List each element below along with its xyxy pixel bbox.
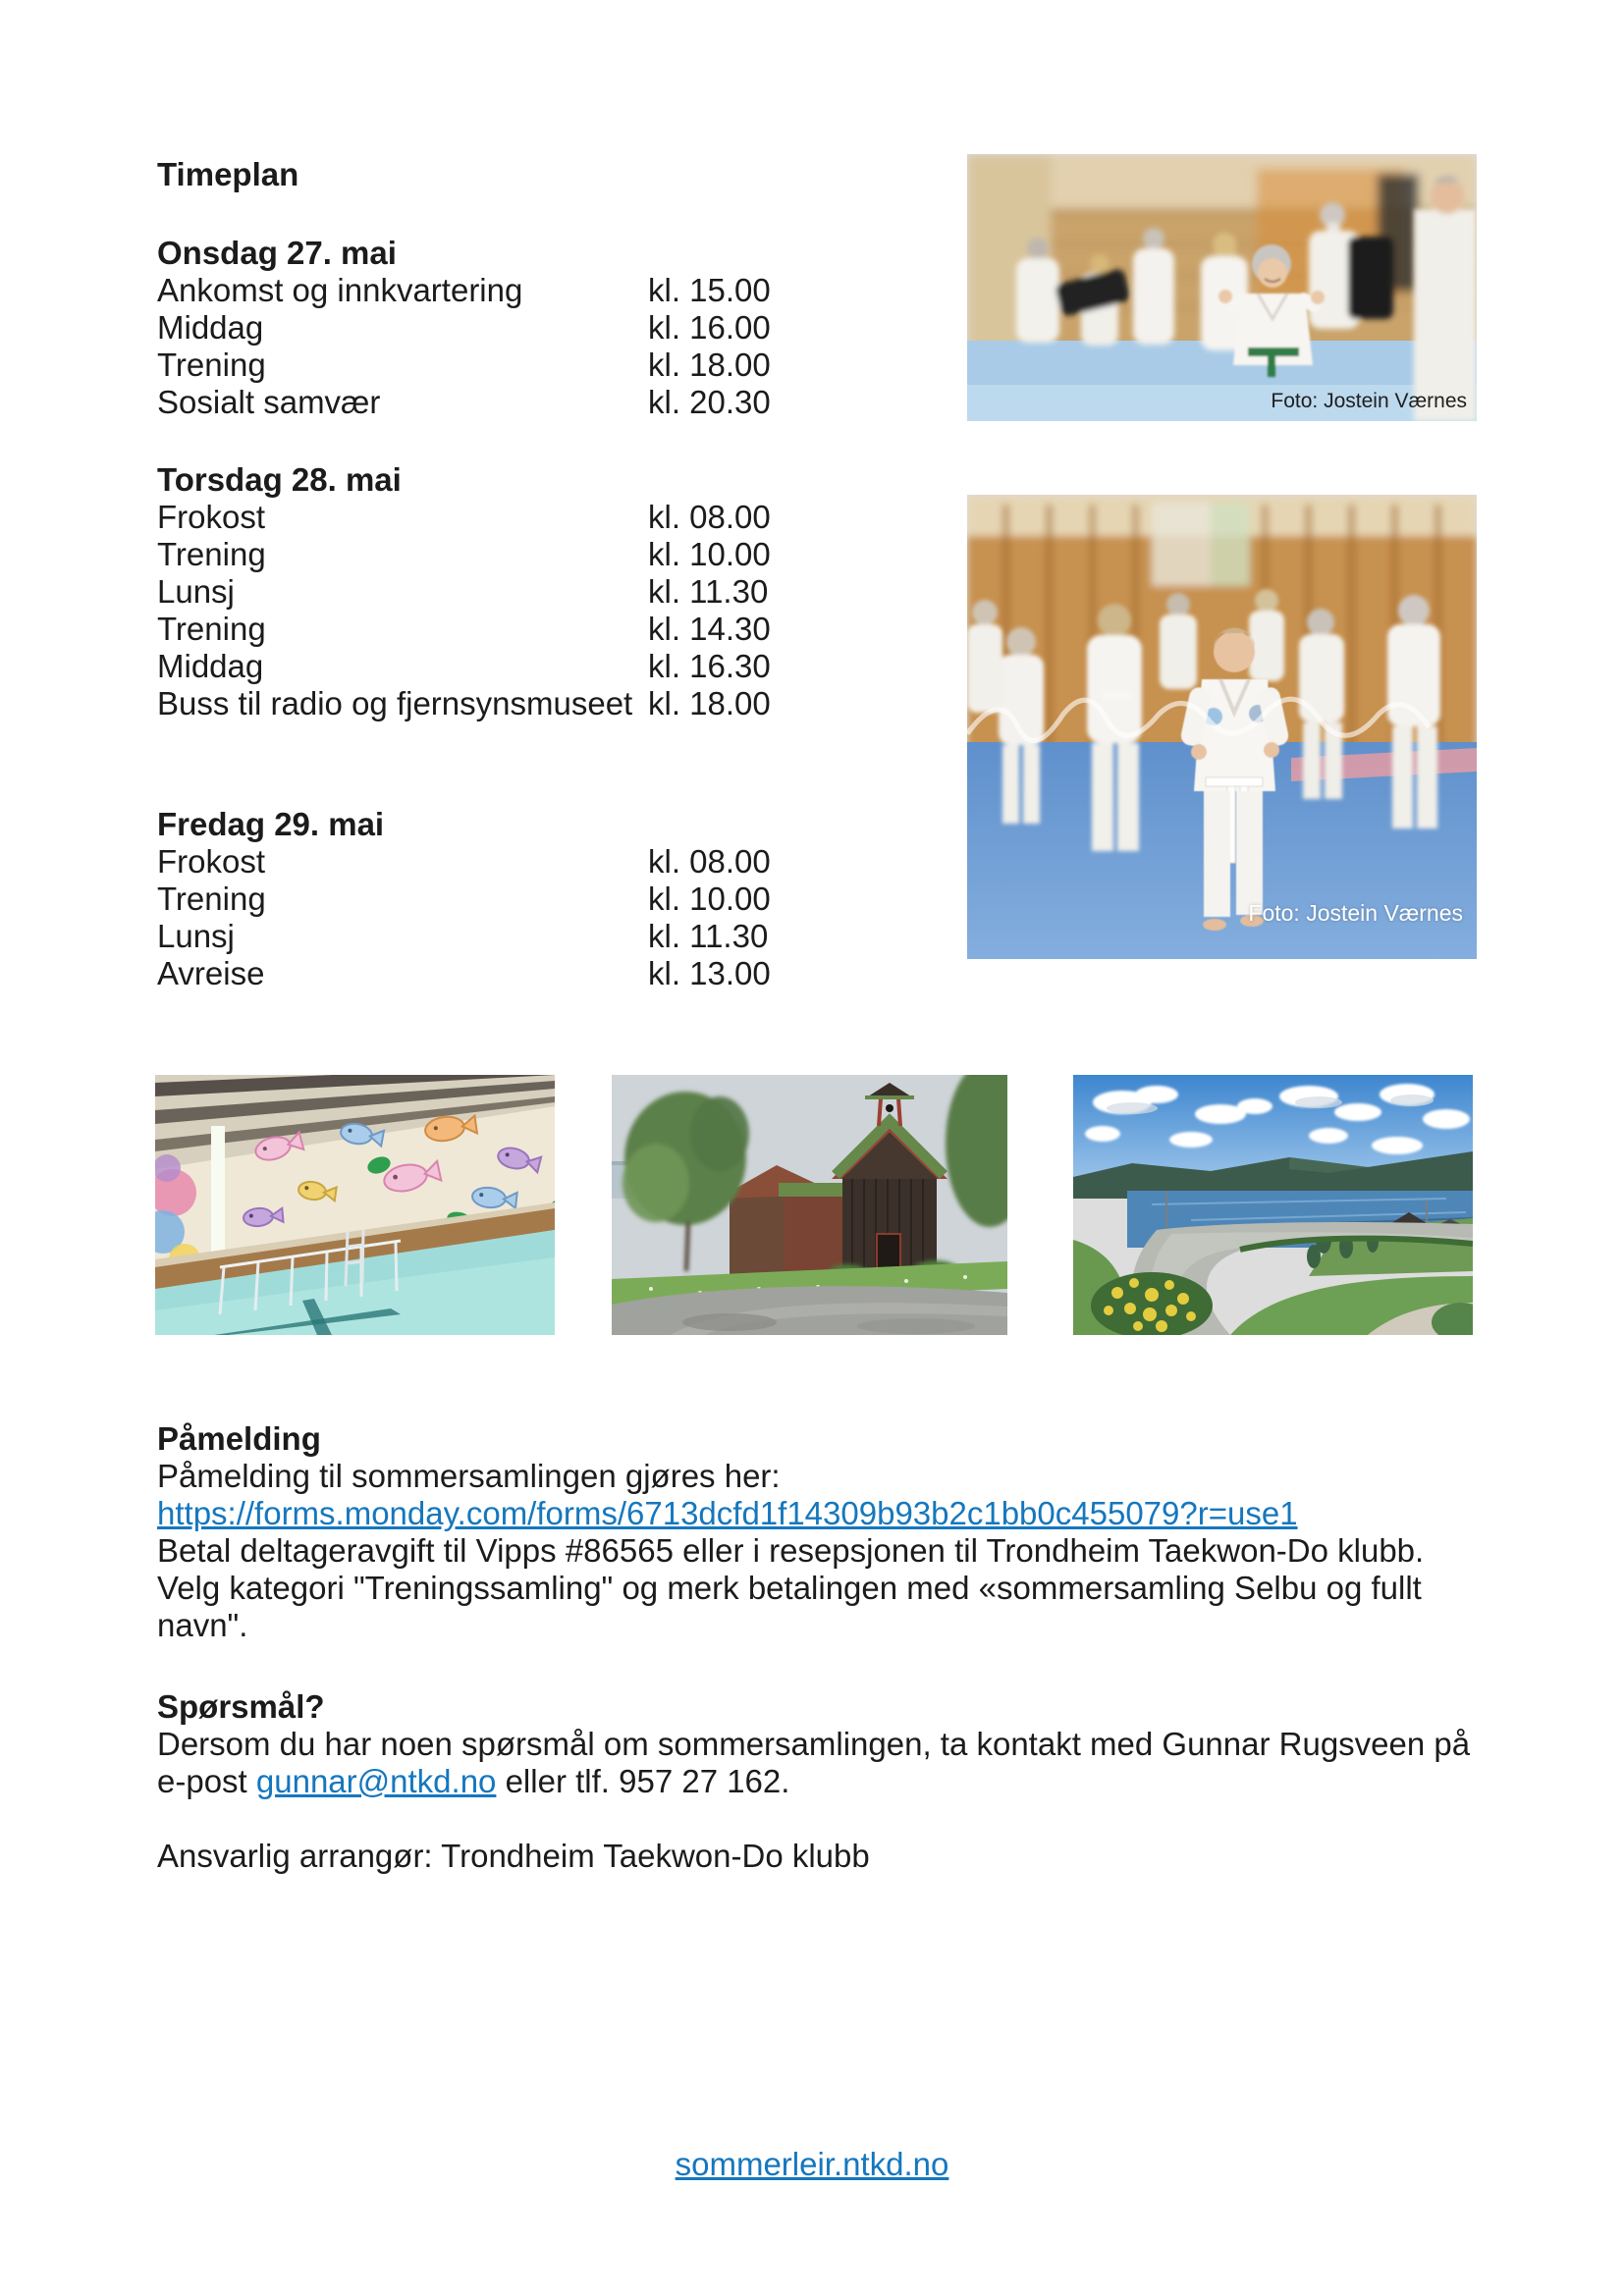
questions-text (157, 1726, 1483, 1800)
page-title: Timeplan (157, 156, 299, 192)
activity-time: kl. 18.00 (648, 685, 771, 721)
schedule-row (157, 611, 771, 648)
activity-time: kl. 10.00 (648, 881, 771, 917)
schedule-row (157, 685, 771, 722)
activity-time: kl. 08.00 (648, 499, 771, 535)
activity-label: Trening (157, 536, 266, 572)
schedule-row (157, 309, 771, 347)
activity-time: kl. 16.30 (648, 648, 771, 684)
photographer-signature (967, 495, 1461, 953)
activity-label: Buss til radio og fjernsynsmuseet (157, 685, 633, 721)
day-heading: Fredag 29. mai (157, 806, 385, 842)
fjord-landscape-illustration (1073, 1075, 1473, 1335)
schedule-row (157, 881, 771, 918)
schedule-row (157, 648, 771, 685)
activity-time: kl. 11.30 (648, 573, 769, 610)
organizer-line: Ansvarlig arrangør: Trondheim Taekwon-Do klubb (157, 1838, 870, 1874)
schedule-row (157, 918, 771, 955)
photo-credit: Foto: Jostein Værnes (1271, 390, 1467, 412)
activity-label: Trening (157, 611, 266, 647)
activity-label: Ankomst og innkvartering (157, 272, 523, 308)
swimming-pool-illustration (155, 1075, 555, 1335)
activity-time: kl. 20.30 (648, 384, 771, 420)
schedule-row (157, 573, 771, 611)
sod-roof-building-photo (612, 1075, 1007, 1335)
activity-label: Avreise (157, 955, 265, 991)
email-link[interactable]: gunnar@ntkd.no (255, 1763, 497, 1799)
sod-roof-building-illustration (612, 1075, 1007, 1335)
activity-label: Lunsj (157, 573, 235, 610)
activity-label: Trening (157, 347, 266, 383)
activity-time: kl. 14.30 (648, 611, 771, 647)
day-heading: Onsdag 27. mai (157, 235, 397, 271)
schedule-row (157, 536, 771, 573)
activity-time: kl. 18.00 (648, 347, 771, 383)
day-heading: Torsdag 28. mai (157, 461, 402, 498)
activity-time: kl. 10.00 (648, 536, 771, 572)
questions-heading: Spørsmål? (157, 1688, 325, 1725)
questions-text-after: eller tlf. 957 27 162. (496, 1763, 790, 1799)
activity-label: Lunsj (157, 918, 235, 954)
mats-group-photo (967, 495, 1477, 959)
schedule-row (157, 843, 771, 881)
gym-training-illustration (967, 154, 1477, 421)
gym-training-photo (967, 154, 1477, 421)
activity-label: Sosialt samvær (157, 384, 381, 420)
footer (0, 2146, 1624, 2183)
site-link[interactable]: sommerleir.ntkd.no (675, 2146, 949, 2182)
photo-credit: Foto: Jostein Værnes (1248, 900, 1463, 926)
schedule-row (157, 272, 771, 309)
registration-payment-info: Betal deltageravgift til Vipps #86565 eller i resepsjonen til Trondheim Taekwon-Do klubb. Velg kategori "Treningssamling" og merk betalingen med «sommersamling Selbu og fullt navn". (157, 1532, 1425, 1643)
questions-section (157, 1688, 1483, 1875)
schedule-row (157, 384, 771, 421)
registration-form-link[interactable]: https://forms.monday.com/forms/6713dcfd1f14309b93b2c1bb0c455079?r=use1 (157, 1495, 1298, 1531)
activity-label: Frokost (157, 843, 266, 880)
activity-label: Middag (157, 648, 264, 684)
questions-text-before: Dersom du har noen spørsmål om sommersamlingen, ta kontakt med Gunnar Rugsveen på e-post (157, 1726, 1471, 1799)
schedule-row (157, 955, 771, 992)
schedule-day-thursday (157, 461, 771, 722)
schedule-day-wednesday (157, 235, 771, 421)
activity-label: Middag (157, 309, 264, 346)
registration-intro: Påmelding til sommersamlingen gjøres her: (157, 1458, 781, 1494)
swimming-pool-photo (155, 1075, 555, 1335)
fjord-landscape-photo (1073, 1075, 1473, 1335)
registration-heading: Påmelding (157, 1420, 321, 1457)
activity-label: Frokost (157, 499, 266, 535)
registration-section (157, 1420, 1483, 1644)
activity-time: kl. 11.30 (648, 918, 769, 954)
activity-time: kl. 16.00 (648, 309, 771, 346)
activity-time: kl. 08.00 (648, 843, 771, 880)
activity-time: kl. 15.00 (648, 272, 771, 308)
activity-time: kl. 13.00 (648, 955, 771, 991)
schedule-row (157, 499, 771, 536)
activity-label: Trening (157, 881, 266, 917)
schedule-day-friday (157, 806, 771, 992)
schedule-row (157, 347, 771, 384)
